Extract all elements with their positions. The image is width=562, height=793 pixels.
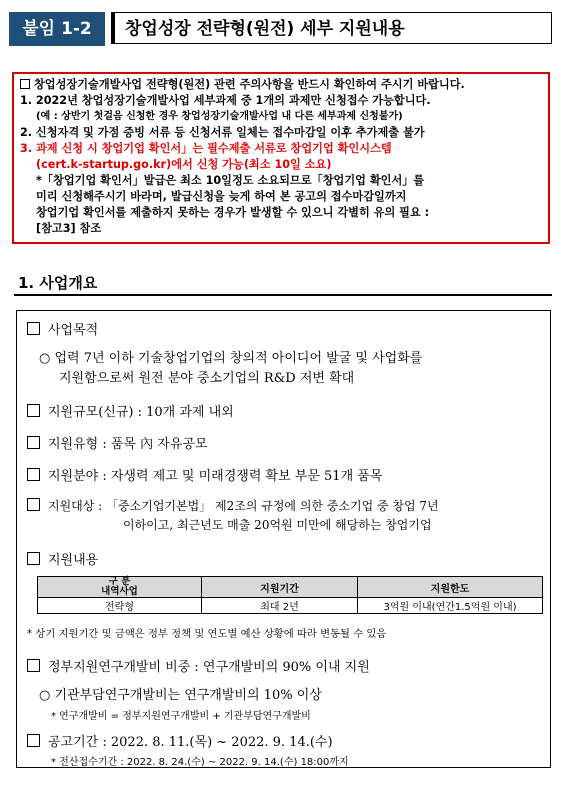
checkbox-icon <box>27 436 40 449</box>
content-label: 지원내용 <box>48 553 99 568</box>
notice-footnote-4: [참고3] 참조 <box>36 222 102 235</box>
type-row <box>27 433 208 452</box>
checkbox-icon <box>27 404 40 417</box>
header-gubun: 구 분 <box>108 576 131 587</box>
page-title: 창업성장 전략형(원전) 세부 지원내용 <box>111 12 552 44</box>
notice-item-3-text: 과제 신청 시 창업기업 확인서」는 필수제출 서류로 창업기업 확인시스템 <box>35 142 392 155</box>
notice-footnote-1: *「창업기업 확인서」발급은 최소 10일정도 소요되므로「창업기업 확인서」를 <box>36 174 425 187</box>
notice-item-1: 1. 2022년 창업성장기술개발사업 세부과제 중 1개의 과제만 신청접수 가능합니다. <box>20 94 431 107</box>
purpose-row <box>27 319 98 338</box>
table-header-period: 지원기간 <box>202 577 358 598</box>
checkbox-icon <box>27 734 40 747</box>
page-header <box>9 12 552 46</box>
target-line-1: 지원대상 : 「중소기업기본법」 제2조의 규정에 의한 중소기업 중 창업 7년 <box>48 499 439 513</box>
scale-text: 지원규모(신규) : 10개 과제 내외 <box>48 405 234 420</box>
section-heading <box>14 272 552 296</box>
purpose-line-2: 지원함으로써 원전 분야 중소기업의 R&D 저변 확대 <box>59 371 355 386</box>
checkbox-icon <box>27 498 40 511</box>
notice-footnote-3: 창업기업 확인서를 제출하지 못하는 경우가 발생할 수 있으니 각별히 유의 필요 : <box>36 206 430 219</box>
target-row <box>27 497 439 514</box>
content-row <box>27 549 98 568</box>
ratio-text: 정부지원연구개발비 비중 : 연구개발비의 90% 이내 지원 <box>48 660 370 675</box>
support-table <box>37 576 543 614</box>
table-cell-limit: 3억원 이내(연간1.5억원 이내) <box>358 598 543 614</box>
scale-row <box>27 401 234 420</box>
notice-heading-text: 창업성장기술개발사업 전략형(원전) 관련 주의사항을 반드시 확인하여 주시기 바랍니다. <box>34 78 465 91</box>
table-cell-period: 최대 2년 <box>202 598 358 614</box>
period-row <box>27 731 333 750</box>
purpose-label: 사업목적 <box>48 323 99 338</box>
checkbox-icon <box>27 552 40 565</box>
checkbox-icon <box>27 322 40 335</box>
ratio-row <box>27 656 370 675</box>
table-header-limit: 지원한도 <box>358 577 543 598</box>
period-note: * 전산접수기간 : 2022. 8. 24.(수) ~ 2022. 9. 14.(수) 18:00까지 <box>51 757 349 768</box>
period-text: 공고기간 : 2022. 8. 11.(목) ~ 2022. 9. 14.(수) <box>48 735 333 750</box>
target-line-2: 이하이고, 최근년도 매출 20억원 미만에 해당하는 창업기업 <box>123 518 432 532</box>
header-detail: 내역사업 <box>101 586 138 597</box>
purpose-line-1: ○ 업력 7년 이하 기술창업기업의 창의적 아이디어 발굴 및 사업화를 <box>39 351 423 366</box>
notice-item-3 <box>20 141 542 157</box>
table-cell-type: 전략형 <box>38 598 202 614</box>
ratio-sub: ○ 기관부담연구개발비는 연구개발비의 10% 이상 <box>39 688 322 703</box>
field-text: 지원분야 : 자생력 제고 및 미래경쟁력 확보 부문 51개 품목 <box>48 469 383 484</box>
ratio-note: * 연구개발비 = 정부지원연구개발비 + 기관부담연구개발비 <box>51 711 311 722</box>
type-text: 지원유형 : 품목 內 자유공모 <box>48 437 208 452</box>
notice-heading <box>20 77 542 93</box>
checkbox-icon <box>27 659 40 672</box>
checkbox-icon <box>27 468 40 481</box>
field-row <box>27 465 382 484</box>
overview-box <box>16 310 551 768</box>
notice-box <box>12 72 550 244</box>
notice-item-3-url: (cert.k-startup.go.kr)에서 신청 가능(최소 10일 소요) <box>36 158 332 171</box>
section-title: 1. 사업개요 <box>14 272 552 296</box>
notice-item-2: 2. 신청자격 및 가점 증빙 서류 등 신청서류 일체는 접수마감일 이후 추가제출 불가 <box>20 126 425 139</box>
table-note: * 상기 지원기간 및 금액은 정부 정책 및 연도별 예산 상황에 따라 변동될 수 있음 <box>27 628 387 640</box>
attachment-badge: 붙임 1-2 <box>9 12 105 46</box>
notice-item-1-example: (예 : 상반기 첫걸음 신청한 경우 창업성장기술개발사업 내 다른 세부과제 신청불가) <box>36 111 403 122</box>
notice-item-3-number: 3. <box>20 142 36 155</box>
table-header-category <box>38 577 202 598</box>
notice-footnote-2: 미리 신청해주시기 바라며, 발급신청을 늦게 하여 본 공고의 접수마감일까지 <box>36 190 407 203</box>
